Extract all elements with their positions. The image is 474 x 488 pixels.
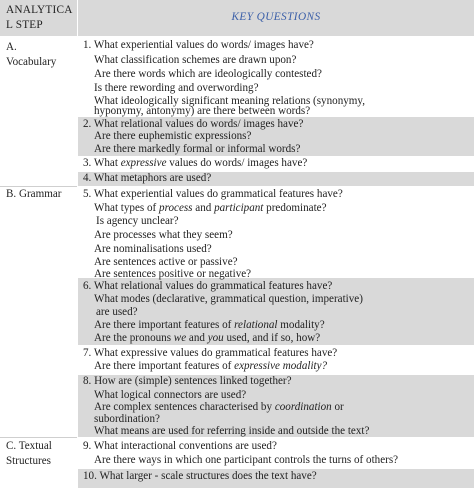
- question-8b-emphasis: coordination: [274, 401, 332, 413]
- question-5b: Is agency unclear?: [96, 215, 179, 227]
- question-6: 6. What relational values do grammatical features have?: [83, 280, 333, 292]
- step-textual-structures: [6, 439, 74, 469]
- step-a-title: Vocabulary: [6, 56, 57, 69]
- question-3-pre: 3. What: [83, 157, 121, 169]
- question-5a-post: predominate?: [263, 202, 327, 214]
- step-c-title-line2: Structures: [6, 455, 51, 468]
- question-1: 1. What experiential values do words/ images have?: [83, 39, 314, 51]
- question-6c-emphasis: relational: [234, 319, 278, 331]
- question-7a: [94, 359, 327, 374]
- row-divider-b-c: [0, 437, 78, 438]
- question-1e: hyponymy, antonymy) are there between words?: [94, 105, 311, 117]
- question-5c: Are processes what they seem?: [94, 229, 233, 241]
- question-2a: Are there euphemistic expressions?: [94, 130, 252, 142]
- column-divider: [77, 0, 78, 488]
- header-step-line2: L STEP: [6, 19, 43, 31]
- question-7a-pre: Are there important features of: [94, 360, 235, 372]
- step-c-title-line1: C. Textual: [6, 440, 52, 452]
- question-6d-pre: Are the pronouns: [94, 332, 174, 344]
- question-5a-pre: What types of: [94, 202, 160, 214]
- question-8c: subordination?: [94, 413, 160, 425]
- question-10: 10. What larger - scale structures does the text have?: [83, 470, 317, 482]
- header-key-questions: KEY QUESTIONS: [231, 11, 321, 23]
- question-5d: Are nominalisations used?: [94, 243, 212, 255]
- question-5a-mid: and: [192, 202, 215, 214]
- question-6d-mid: and: [186, 332, 208, 344]
- question-2: 2. What relational values do words/ images have?: [83, 118, 304, 130]
- step-a-letter: A.: [6, 41, 17, 53]
- question-7: 7. What expressive values do grammatical features have?: [83, 347, 338, 359]
- question-6d-emphasis-we: we: [173, 332, 187, 344]
- step-grammar: B. Grammar: [6, 188, 62, 200]
- header-analytical-step: [6, 3, 76, 33]
- question-3-post: values do words/ images have?: [166, 157, 308, 169]
- question-5: 5. What experiential values do grammatical features have?: [83, 188, 343, 200]
- question-7a-emphasis: expressive modality?: [234, 360, 328, 372]
- question-5a-emphasis-process: process: [159, 202, 193, 214]
- question-8b-post: or: [331, 401, 344, 413]
- question-6d: [94, 331, 320, 346]
- question-5e: Are sentences active or passive?: [94, 256, 238, 268]
- question-3: [83, 156, 307, 171]
- question-1a: What classification schemes are drawn upon?: [94, 54, 297, 66]
- question-6c-post: modality?: [277, 319, 325, 331]
- question-8b-pre: Are complex sentences characterised by: [94, 401, 275, 413]
- question-6c-pre: Are there important features of: [94, 319, 235, 331]
- table-header: [0, 0, 474, 37]
- question-8d: What means are used for referring inside and outside the text?: [94, 425, 370, 437]
- question-8a: What logical connectors are used?: [94, 389, 247, 401]
- question-1d: What ideologically significant meaning relations (synonymy,: [94, 95, 366, 107]
- question-1b: Are there words which are ideologically contested?: [94, 68, 322, 80]
- question-5a-emphasis-participant: participant: [214, 202, 264, 214]
- question-9: 9. What interactional conventions are used?: [83, 440, 277, 452]
- question-6b: are used?: [96, 306, 138, 318]
- question-6d-emphasis-you: you: [207, 332, 224, 344]
- step-vocabulary: [6, 40, 74, 70]
- question-4: 4. What metaphors are used?: [83, 172, 212, 184]
- question-5f: Are sentences positive or negative?: [94, 268, 252, 280]
- question-1c: Is there rewording and overwording?: [94, 82, 259, 94]
- question-3-emphasis: expressive: [120, 157, 167, 169]
- header-step-line1: ANALYTICA: [6, 4, 73, 16]
- question-6d-post: used, and if so, how?: [223, 332, 321, 344]
- question-6a: What modes (declarative, grammatical question, imperative): [94, 293, 363, 305]
- question-2b: Are there markedly formal or informal words?: [94, 143, 301, 155]
- question-8: 8. How are (simple) sentences linked together?: [83, 375, 292, 387]
- question-9a: Are there ways in which one participant controls the turns of others?: [94, 454, 399, 466]
